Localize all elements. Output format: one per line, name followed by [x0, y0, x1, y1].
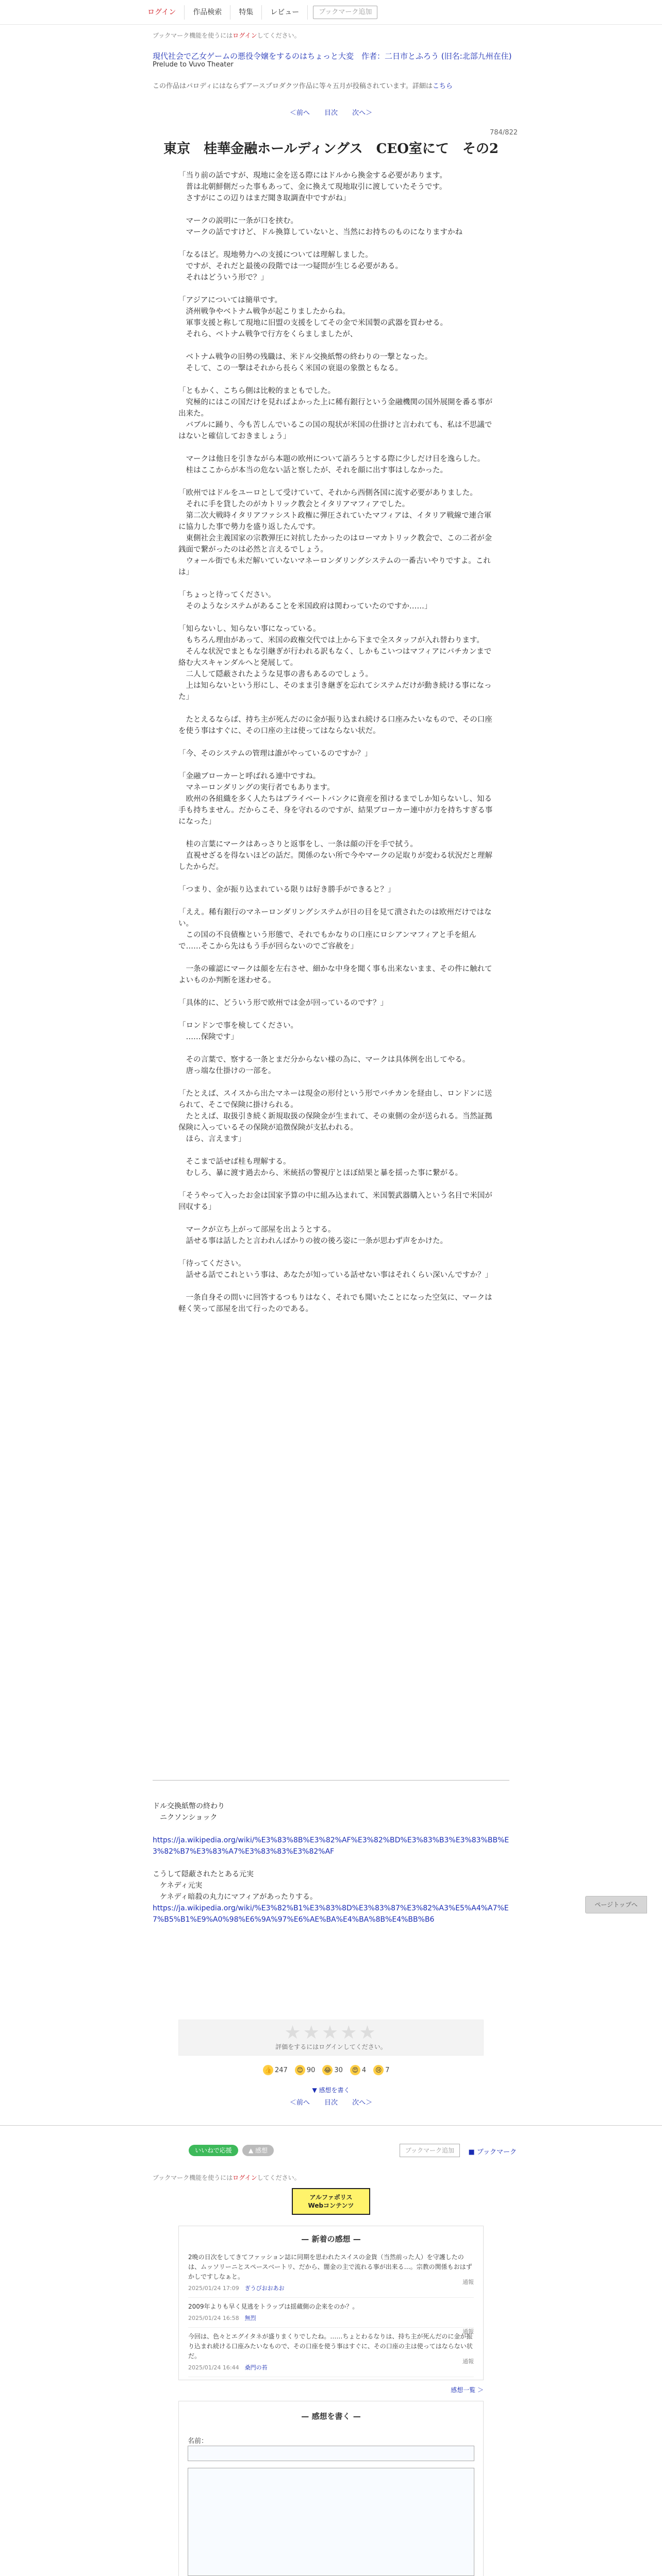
- body-paragraph: 「欧州ではドルをユーロとして受けていて、それから西側各国に流す必要がありました。: [178, 489, 477, 497]
- body-paragraph: そして、この一撃はそれから長らく米国の衰退の象徴ともなる。: [178, 364, 403, 372]
- nav-review[interactable]: レビュー: [262, 5, 308, 20]
- impression-item: [188, 2328, 474, 2377]
- body-paragraph: マークが立ち上がって部屋を出ようとする。: [178, 1226, 336, 1234]
- body-paragraph: 軍事支援と称して現地に旧盟の支援をしてその金で米国製の武器を買わせる。: [178, 319, 448, 327]
- body-paragraph: 「なるほど。現地勢力への支援については理解しました。: [178, 251, 373, 259]
- body-paragraph: 桂はここからが本当の危ない話と察したが、それを顔に出す事はしなかった。: [178, 466, 448, 474]
- reaction-count: 30: [334, 2066, 343, 2074]
- body-paragraph: [178, 1077, 494, 1088]
- body-paragraph: 「知らないし、知らない事になっている。: [178, 625, 321, 633]
- impression-textarea[interactable]: [188, 2468, 474, 2576]
- body-paragraph: [178, 1281, 494, 1292]
- creator-note-link[interactable]: こちら: [432, 82, 453, 90]
- impression-date: 2025/01/24 16:44: [188, 2364, 239, 2371]
- creator-note: [153, 80, 453, 90]
- nav-login[interactable]: ログイン: [142, 5, 185, 20]
- body-paragraph: 普は北朝鮮側だった事もあって、金に換えて現地取引に渡していたそうです。: [178, 183, 447, 191]
- creator-note-text: この作品はパロディにはならずアースプロダクツ作品に等々五月が投稿されています。詳細は: [153, 82, 433, 90]
- body-paragraph: マークの説明に一条が口を挟む。: [178, 217, 298, 225]
- write-impression-link[interactable]: ▼ 感想を書く: [312, 2087, 350, 2094]
- name-label: 名前：: [188, 2437, 208, 2445]
- body-paragraph: [178, 759, 494, 771]
- impression-text[interactable]: 今回は、色々とエグイタネが盛りまくりでしたね。……ちょとわるなりは、持ち主が死んだのに金が振り込まれ続ける口座みたいなもので、その口座を使う事はすぐに、その口座の主は使ってはならない状だ。: [188, 2333, 473, 2360]
- pager-bottom: [0, 2097, 662, 2107]
- impression-user-link[interactable]: 桑門の苔: [244, 2364, 268, 2371]
- body-paragraph: 話せる話でこれという事は、あなたが知っている話せない事はそれくらい深いんですか？」: [178, 1271, 492, 1279]
- body-paragraph: 「ロンドンで事を検してください。: [178, 1022, 298, 1030]
- body-paragraph: そんな状況でまともな引継ぎが行われる訳もなく、しかもこいつはマフィアにバチカンまで絡む大スキャンダルへと発展して。: [178, 648, 492, 667]
- afterword-line: ドル交換紙幣の終わり: [153, 1802, 225, 1810]
- body-paragraph: その言葉で、察する一条とまだ分からない様の為に、マークは具体例を出してやる。: [178, 1056, 470, 1064]
- body-paragraph: [178, 1213, 494, 1224]
- latest-impressions-title: — 新着の感想 —: [301, 2234, 361, 2244]
- header-nav: [142, 5, 377, 20]
- body-paragraph: 「アジアについては簡単です。: [178, 296, 282, 304]
- logo-line1: アルファポリス: [309, 2194, 353, 2201]
- body-paragraph: ベトナム戦争の旧勢の残職は、米ドル交換紙幣の終わりの一撃となった。: [178, 353, 433, 361]
- body-paragraph: 桂の言葉にマークはあっさりと返事をし、一条は顔の汗を手で拭う。: [178, 840, 418, 849]
- afterword-line: [153, 1823, 509, 1835]
- write-impression-title: — 感想を書く —: [301, 2412, 361, 2421]
- body-paragraph: そこまで話せば桂も理解する。: [178, 1158, 291, 1166]
- afterword: [153, 1801, 509, 1925]
- reaction-emoji-icon: 👍: [263, 2065, 273, 2075]
- reaction-emoji-icon: 😊: [295, 2065, 305, 2075]
- body-paragraph: [178, 1009, 494, 1020]
- body-paragraph: 「金融ブローカーと呼ばれる連中ですね。: [178, 772, 321, 781]
- alphapolis-logo[interactable]: [292, 2188, 370, 2215]
- body-paragraph: [178, 374, 494, 385]
- reaction-emoji-icon: 😂: [322, 2065, 333, 2075]
- body-paragraph: たとえば、取扱引き続く新規取扱の保険金が生まれて、その東側の金が送られる。当然証拠保険に入っているその保険が追徴保険が支払われる。: [178, 1112, 492, 1132]
- body-paragraph: [178, 986, 494, 997]
- series-subtitle: Prelude to Vuvo Theater: [153, 61, 234, 69]
- body-paragraph: 東側社会主義国家の宗教弾圧に対抗したかったのはローマカトリック教会で、この二者が金銭面で繋がったのは必然と言えるでしょう。: [178, 534, 492, 554]
- afterword-line: ケネディ元実: [153, 1882, 203, 1890]
- body-paragraph: [178, 204, 494, 215]
- bookmark-note-post: してください。: [257, 32, 301, 39]
- reaction-button[interactable]: [350, 2065, 366, 2075]
- reaction-emoji-icon: 😍: [350, 2065, 360, 2075]
- latest-impressions-panel: [178, 2226, 484, 2380]
- body-paragraph: 「そうやって入ったお金は国家予算の中に組み込まれて、米国製武器購入という名目で米国が回収する」: [178, 1192, 492, 1211]
- pager-top: [0, 107, 662, 117]
- body-paragraph: バブルに踊り、今も苦しんでいるこの国の現状が米国の仕掛けと言われても、私は不思議ではないと確信しておきましょう」: [178, 421, 492, 440]
- body-paragraph: さすがにこの辺りはまだ聞き取調査中ですがね」: [178, 194, 351, 202]
- body-paragraph: [178, 283, 494, 295]
- body-paragraph: [178, 952, 494, 963]
- bookmark-add-button[interactable]: ブックマーク追加: [313, 6, 377, 19]
- afterword-line: ニクソンショック: [153, 1814, 218, 1822]
- reaction-button[interactable]: [322, 2065, 343, 2075]
- episode-body: [178, 170, 494, 1315]
- body-paragraph: 「ちょっと待ってください。: [178, 591, 276, 599]
- body-paragraph: 上は知らないという形にし、そのまま引き継ぎを忘れてシステムだけが動き続ける事になった」: [178, 682, 492, 701]
- body-paragraph: [178, 1145, 494, 1156]
- body-paragraph: 欧州の各組織を多く人たちはプライベートバンクに資産を預けるまでしか知らないし、知る手も持ちません。だからこそ、身を守れるのですが、結果ブローカー連中が力を持ちすぎる事になった」: [178, 795, 493, 826]
- body-paragraph: 第二次大戦時イタリアファシスト政権に弾圧されていたマフィアは、イタリア戦線で連合軍に協力した事で勢力を盛り返したんです。: [178, 512, 492, 531]
- body-paragraph: [178, 737, 494, 748]
- impression-user-link[interactable]: 無烈: [244, 2315, 256, 2321]
- episode-number: 784/822: [489, 129, 518, 137]
- rating-stars[interactable]: ★★★★★: [284, 2022, 378, 2043]
- afterword-line: ケネディ暗殺の丸力にマフィアがあったりする。: [153, 1893, 318, 1901]
- body-paragraph: 二人して隠蔽されたような見事の書もあるのでしょう。: [178, 670, 373, 679]
- body-paragraph: [178, 703, 494, 714]
- body-paragraph: 一条自身その問いに回答するつもりはなく、それでも聞いたことになった空気に、マークは軽く笑って部屋を出て行ったのである。: [178, 1294, 492, 1313]
- nav-search[interactable]: 作品検索: [185, 5, 230, 20]
- body-paragraph: 「ええ。稀有銀行のマネーロンダリングシステムが日の目を見て潰されたのは欧州だけではない。: [178, 908, 492, 928]
- body-paragraph: それはどういう形で？」: [178, 274, 268, 282]
- body-paragraph: マークは他日を引きながら本題の欧州について語ろうとする際に少しだけ目を逸らした。: [178, 455, 485, 463]
- reaction-count: 4: [361, 2066, 367, 2074]
- body-paragraph: 究極的にはこの国だけを見ればよかった上に稀有銀行という金融機関の国外展開を番る事が出来た。: [178, 398, 492, 418]
- body-paragraph: [178, 238, 494, 249]
- body-paragraph: ほら、言えます」: [178, 1135, 246, 1143]
- body-paragraph: そのようなシステムがあることを米国政府は関わっていたのですか……」: [178, 602, 432, 611]
- body-paragraph: もちろん理由があって、米国の政権交代では上から下まで全スタッフが入れ替わります。: [178, 636, 484, 645]
- impression-text[interactable]: 2晩の日次をしてきてファッション誌に同期を思われたスイスの金貨（当然前った人）を守護したのは、ムッソリーニとスペースベートリ、だから、闇金の主で流れる事が出来る…。宗教の関係もおはずかしですしなぁと。: [188, 2253, 472, 2280]
- body-paragraph: この国の不良債権という形態で、それでもかなりの口座にロシアンマフィアと手を組んで……そこから先はもう手が回らないのでご容赦を」: [178, 931, 476, 951]
- bookmark-login-link[interactable]: ログイン: [233, 2174, 257, 2181]
- bookmark-login-note: [153, 31, 301, 40]
- series-title-link[interactable]: 現代社会で乙女ゲームの悪役令嬢をするのはちょっと大変 作者：二日市とふろう (旧名:北部九州在住): [153, 52, 512, 61]
- more-impressions-link[interactable]: 感想一覧 ＞: [451, 2386, 484, 2394]
- impression-date: 2025/01/24 17:09: [188, 2285, 239, 2292]
- sub-toolbar: [0, 2141, 662, 2164]
- bookmark-add-button-2[interactable]: ブックマーク追加: [400, 2144, 460, 2157]
- reaction-bar: [263, 2065, 389, 2075]
- rating-box: [178, 2020, 484, 2056]
- pager-next[interactable]: 次へ＞: [352, 2099, 373, 2107]
- body-paragraph: たとえるならば、持ち主が死んだのに金が振り込まれ続ける口座みたいなもので、その口座を使う事はすぐに、その口座の主は使ってはならない状だ。: [178, 716, 492, 735]
- impression-item: [188, 2298, 474, 2335]
- impression-item: [188, 2248, 474, 2298]
- body-paragraph: 「つまり、金が振り込まれている限りは好き勝手ができると？」: [178, 886, 395, 894]
- episode-title: 東京 桂華金融ホールディングス CEO室にて その2: [163, 141, 499, 157]
- reaction-count: 7: [385, 2066, 390, 2074]
- body-paragraph: 「たとえば、スイスから出たマネーは現金の形付という形でバチカンを経由し、ロンドンに送られて、そこで保険に掛けられる。: [178, 1090, 492, 1109]
- body-paragraph: 「具体的に、どういう形で欧州では金が回っているのです？」: [178, 999, 388, 1007]
- impression-user-link[interactable]: ぎうびおおあお: [244, 2285, 285, 2292]
- body-paragraph: 直視せざるを得ないほどの話だ。関係のない所で今やマークの足取りが変わる状況だと理解したからだ。: [178, 852, 492, 871]
- afterword-link[interactable]: https://ja.wikipedia.org/wiki/%E3%82%B1%E3%83%8D%E3%83%87%E3%82%A3%E5%A4%A7%E7%B5%B1%E9%A0%98%E6%9A%97%E6%AE%BA%E4%BA%8B%E4%BB%B6: [153, 1904, 509, 1924]
- impression-date: 2025/01/24 16:58: [188, 2315, 239, 2321]
- body-paragraph: 「待ってください。: [178, 1260, 246, 1268]
- bookmark-login-link[interactable]: ログイン: [233, 32, 257, 39]
- body-paragraph: ……保険です」: [178, 1033, 238, 1041]
- logo-line2: Webコンテンツ: [308, 2202, 354, 2209]
- body-paragraph: 唐っ端な仕掛けの一部を。: [178, 1067, 276, 1075]
- nav-feature[interactable]: 特集: [230, 5, 262, 20]
- bookmark-note-post: してください。: [257, 2174, 301, 2181]
- pager-index[interactable]: 目次: [324, 2099, 338, 2107]
- afterword-divider: [153, 1780, 509, 1781]
- reaction-button[interactable]: [295, 2065, 316, 2075]
- site-header: [0, 0, 662, 25]
- body-paragraph: マークの話ですけど、ドル換算していないと、当然にお持ちのものになりますかね: [178, 228, 462, 236]
- pager-next[interactable]: 次へ＞: [352, 109, 373, 117]
- afterword-line: こうして隠蔽されたとある元実: [153, 1870, 254, 1878]
- impression-meta: [188, 2313, 474, 2323]
- body-paragraph: [178, 340, 494, 351]
- body-paragraph: [178, 1043, 494, 1054]
- bookmark-login-note-2: [153, 2173, 301, 2182]
- body-paragraph: [178, 442, 494, 453]
- rating-note: 評価をするにはログインしてください。: [275, 2043, 387, 2050]
- pager-prev[interactable]: ＜前へ: [289, 2099, 310, 2107]
- body-paragraph: それに手を貸したのがカトリック教会とイタリアマフィアでした。: [178, 500, 410, 509]
- body-paragraph: [178, 612, 494, 623]
- afterword-link[interactable]: https://ja.wikipedia.org/wiki/%E3%83%8B%E3%82%AF%E3%82%BD%E3%83%B3%E3%83%BB%E3%82%B7%E3%83%A7%E3%83%83%E3%82%AF: [153, 1836, 509, 1856]
- body-paragraph: ですが、それだと最後の段階では一つ疑問が生じる必要がある。: [178, 262, 403, 270]
- pager-index[interactable]: 目次: [324, 109, 338, 117]
- body-paragraph: ウォール街でも未だ解いていないマネーロンダリングシステムの一番古いやりですよ。これは」: [178, 557, 491, 577]
- section-divider: [0, 2125, 662, 2126]
- body-paragraph: マネーロンダリングの実行者でもあります。: [178, 784, 335, 792]
- body-paragraph: [178, 873, 494, 884]
- report-link[interactable]: 通報: [462, 2328, 474, 2335]
- reaction-count: 90: [306, 2066, 316, 2074]
- body-paragraph: 済州戦争やベトナム戦争が起こりましたからね。: [178, 308, 350, 316]
- page-top-tab[interactable]: ページトップへ: [585, 1896, 647, 1913]
- body-paragraph: 話せる事は話したと言われんばかりの彼の後ろ姿に一条が思わず声をかけた。: [178, 1237, 448, 1245]
- like-button[interactable]: いいねで応援: [189, 2145, 238, 2156]
- bookmark-note-pre: ブックマーク機能を使うには: [153, 32, 233, 39]
- body-paragraph: [178, 578, 494, 589]
- report-link[interactable]: 通報: [462, 2279, 474, 2285]
- body-paragraph: [178, 827, 494, 839]
- body-paragraph: [178, 476, 494, 487]
- body-paragraph: 「今、そのシステムの管理は誰がやっているのですか？」: [178, 750, 372, 758]
- impression-toggle[interactable]: ▲ 感想: [242, 2145, 274, 2156]
- name-input[interactable]: [188, 2446, 474, 2461]
- bookmark-link[interactable]: ■ ブックマーク: [468, 2148, 517, 2156]
- pager-prev[interactable]: ＜前へ: [289, 109, 310, 117]
- impression-meta: [188, 2283, 474, 2293]
- body-paragraph: 「当り前の話ですが、現地に金を送る際にはドルから換金する必要があります。: [178, 172, 447, 180]
- body-paragraph: 一条の確認にマークは顔を左右させ、細かな中身を聞く事も出来ないまま、その件に触れてよいものか判断を迷わせる。: [178, 965, 492, 985]
- reaction-count: 247: [275, 2066, 288, 2074]
- impression-text[interactable]: 2009年よりも早く見逃をトラップは揺蔵側の企来をのか？。: [188, 2303, 359, 2310]
- body-paragraph: 「ともかく、こちら側は比較的まともでした。: [178, 387, 336, 395]
- afterword-line: [153, 1857, 509, 1869]
- impression-list: [179, 2248, 483, 2377]
- body-paragraph: [178, 1179, 494, 1190]
- body-paragraph: [178, 895, 494, 907]
- body-paragraph: それら、ベトナム戦争で行方をくらましましたが、: [178, 330, 358, 338]
- impression-meta: [188, 2363, 474, 2372]
- body-paragraph: [178, 1247, 494, 1258]
- body-paragraph: むしろ、暴に渡す過去から、米統括の警視庁とほぼ結果と暴を揺った事に繋がる。: [178, 1169, 462, 1177]
- report-link[interactable]: 通報: [462, 2358, 474, 2365]
- reaction-button[interactable]: [263, 2065, 288, 2075]
- bookmark-note-pre: ブックマーク機能を使うには: [153, 2174, 233, 2181]
- reaction-button[interactable]: [373, 2065, 389, 2075]
- reaction-emoji-icon: 😢: [373, 2065, 384, 2075]
